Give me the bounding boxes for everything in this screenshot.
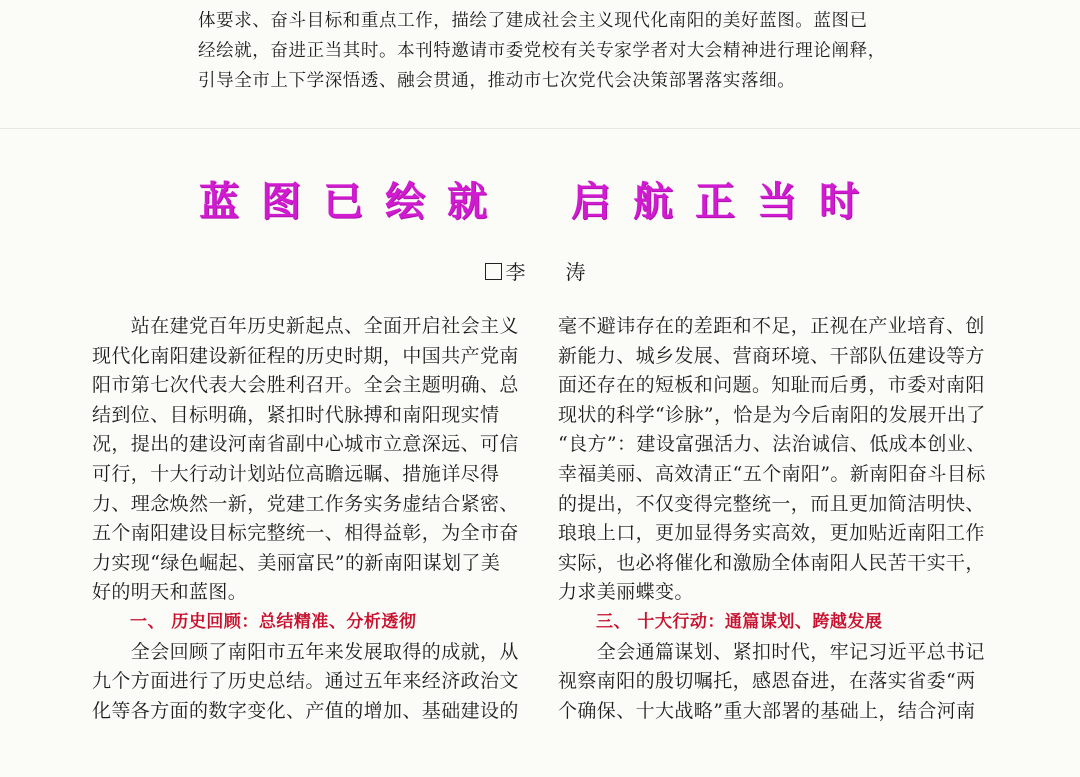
paragraph-line: 实际，也必将催化和激励全体南阳人民苦干实干， bbox=[558, 551, 985, 574]
paragraph-line: 力求美丽蝶变。 bbox=[558, 581, 694, 604]
paragraph-line: 好的明天和蓝图。 bbox=[92, 581, 248, 604]
paragraph-line: 视察南阳的殷切嘱托，感恩奋进，在落实省委“两 bbox=[558, 670, 976, 693]
paragraph-line: 幸福美丽、高效清正“五个南阳”。新南阳奋斗目标 bbox=[558, 462, 986, 485]
byline bbox=[0, 256, 1080, 285]
paragraph-line: 况，提出的建设河南省副中心城市立意深远、可信 bbox=[92, 433, 519, 456]
paragraph-line: 的提出，不仅变得完整统一，而且更加简洁明快、 bbox=[558, 492, 985, 515]
paragraph-line: 面还存在的短板和问题。知耻而后勇，市委对南阳 bbox=[558, 374, 985, 397]
section-heading: 一、 历史回顾：总结精准、分析透彻 bbox=[130, 611, 417, 632]
section-divider bbox=[0, 128, 1080, 129]
intro-block bbox=[198, 6, 898, 96]
paragraph-line: 新能力、城乡发展、营商环境、干部队伍建设等方 bbox=[558, 344, 985, 367]
author-name: 李 涛 bbox=[505, 260, 596, 284]
paragraph-line: 化等各方面的数字变化、产值的增加、基础建设的 bbox=[92, 699, 519, 722]
paragraph-line: 琅琅上口，更加显得务实高效，更加贴近南阳工作 bbox=[558, 522, 985, 545]
intro-line: 经绘就，奋进正当其时。本刊特邀请市委党校有关专家学者对大会精神进行理论阐释， bbox=[198, 41, 886, 61]
paragraph-line: 毫不避讳存在的差距和不足，正视在产业培育、创 bbox=[558, 315, 985, 337]
paragraph-line: 现代化南阳建设新征程的历史时期，中国共产党南 bbox=[92, 344, 519, 367]
paragraph-line: “良方”：建设富强活力、法治诚信、低成本创业、 bbox=[558, 433, 986, 456]
square-box-icon bbox=[485, 263, 502, 280]
paragraph-line: 全会回顾了南阳市五年来发展取得的成就，从 bbox=[92, 640, 519, 663]
article-title: 蓝图已绘就 启航正当时 bbox=[199, 179, 881, 225]
paragraph-line: 力、理念焕然一新，党建工作务实务虚结合紧密、 bbox=[92, 492, 519, 515]
left-column bbox=[92, 312, 540, 726]
paragraph-line: 全会通篇谋划、紧扣时代，牢记习近平总书记 bbox=[558, 640, 985, 663]
section-heading: 三、 十大行动：通篇谋划、跨越发展 bbox=[596, 611, 883, 632]
intro-line: 引导全市上下学深悟透、融会贯通，推动市七次党代会决策部署落实落细。 bbox=[198, 71, 796, 91]
paragraph-line: 个确保、十大战略”重大部署的基础上，结合河南 bbox=[558, 699, 976, 722]
paragraph-line: 可行，十大行动计划站位高瞻远瞩、措施详尽得 bbox=[92, 462, 500, 485]
right-column bbox=[558, 312, 1006, 726]
paragraph-line: 结到位、目标明确，紧扣时代脉搏和南阳现实情 bbox=[92, 403, 500, 426]
paragraph-line: 力实现“绿色崛起、美丽富民”的新南阳谋划了美 bbox=[92, 551, 501, 574]
intro-line: 体要求、奋斗目标和重点工作，描绘了建成社会主义现代化南阳的美好蓝图。蓝图已 bbox=[198, 11, 868, 31]
paragraph-line: 五个南阳建设目标完整统一、相得益彰，为全市奋 bbox=[92, 522, 519, 545]
paragraph-line: 现状的科学“诊脉”，恰是为今后南阳的发展开出了 bbox=[558, 403, 986, 426]
paragraph-line: 阳市第七次代表大会胜利召开。全会主题明确、总 bbox=[92, 374, 519, 397]
paragraph-line: 站在建党百年历史新起点、全面开启社会主义 bbox=[92, 315, 519, 337]
paragraph-line: 九个方面进行了历史总结。通过五年来经济政治文 bbox=[92, 670, 519, 693]
